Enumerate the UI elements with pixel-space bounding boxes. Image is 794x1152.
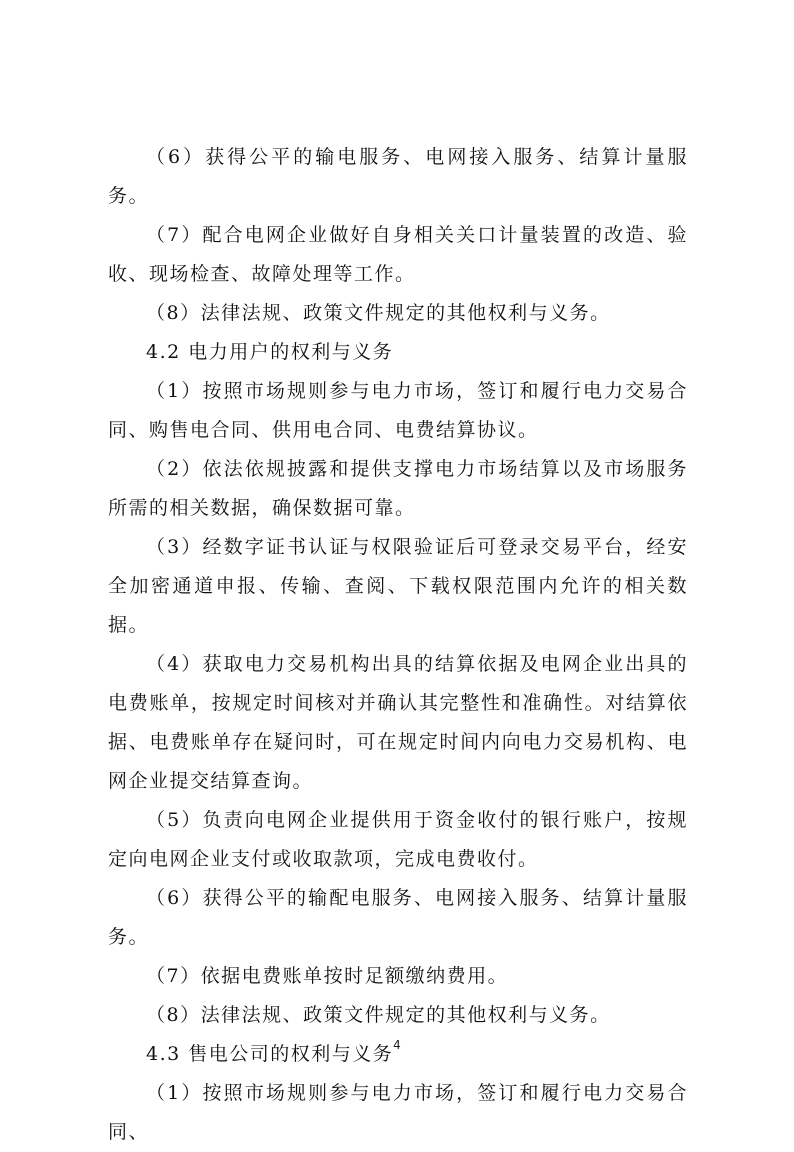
paragraph-4-2-4: （4）获取电力交易机构出具的结算依据及电网企业出具的电费账单，按规定时间核对并确认其完整性和准确性。对结算依据、电费账单存在疑问时，可在规定时间内向电力交易机构、电网企业提交结算查询。 xyxy=(108,653,688,792)
document-body xyxy=(108,138,688,1152)
paragraph-4-2-3: （3）经数字证书认证与权限验证后可登录交易平台，经安全加密通道申报、传输、查阅、下载权限范围内允许的相关数据。 xyxy=(108,536,688,636)
paragraph-4-2-6: （6）获得公平的输配电服务、电网接入服务、结算计量服务。 xyxy=(108,887,688,948)
section-heading-4-2: 4.2 电力用户的权利与义务 xyxy=(146,341,394,363)
paragraph-4-2-7: （7）依据电费账单按时足额缴纳费用。 xyxy=(146,965,509,987)
paragraph-2-1-6: （6）获得公平的输电服务、电网接入服务、结算计量服务。 xyxy=(108,146,688,207)
paragraph-4-2-2: （2）依法依规披露和提供支撑电力市场结算以及市场服务所需的相关数据，确保数据可靠。 xyxy=(108,458,688,519)
paragraph-4-2-8: （8）法律法规、政策文件规定的其他权利与义务。 xyxy=(146,1004,611,1026)
page-number: 4 xyxy=(393,1038,401,1052)
paragraph-4-3-1: （1）按照市场规则参与电力市场，签订和履行电力交易合同、 xyxy=(108,1082,688,1143)
paragraph-4-2-1: （1）按照市场规则参与电力市场，签订和履行电力交易合同、购售电合同、供用电合同、电费结算协议。 xyxy=(108,380,688,441)
section-heading-4-3: 4.3 售电公司的权利与义务 xyxy=(146,1043,394,1065)
paragraph-2-1-8: （8）法律法规、政策文件规定的其他权利与义务。 xyxy=(146,302,611,324)
paragraph-4-2-5: （5）负责向电网企业提供用于资金收付的银行账户，按规定向电网企业支付或收取款项，完成电费收付。 xyxy=(108,809,688,870)
paragraph-2-1-7: （7）配合电网企业做好自身相关关口计量装置的改造、验收、现场检查、故障处理等工作。 xyxy=(108,224,688,285)
